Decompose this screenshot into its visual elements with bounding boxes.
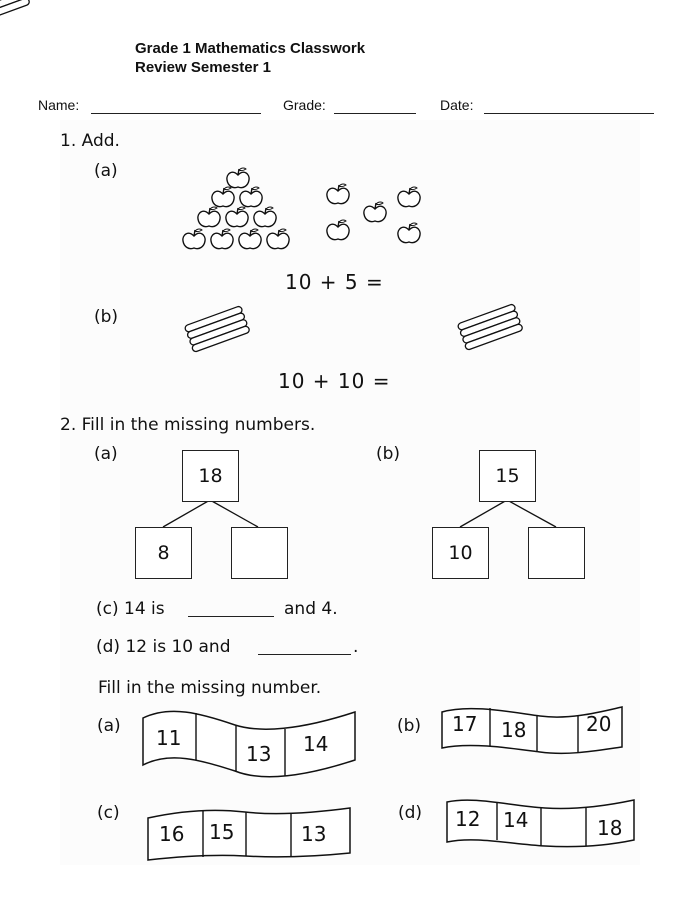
q3b-label: (b) [397,716,422,736]
worksheet-title: Grade 1 Mathematics Classwork [135,40,366,57]
q3d-cell-1: 12 [455,807,481,831]
ten-sticks-bundle-icon [184,306,250,353]
apple-icon [327,184,349,204]
branch-line [507,500,556,527]
q2b-part-box: 10 [432,527,489,579]
q3c-cell-4: 13 [301,822,327,846]
q3d-cell-4: 18 [597,816,623,840]
q3b-cell-4: 20 [586,712,612,736]
branch-line [460,500,507,527]
q3-heading: Fill in the missing number. [98,678,322,698]
apple-icon [254,207,276,227]
apple-icon [226,207,248,227]
branch-line [210,500,258,527]
q3d-cell-2: 14 [503,808,529,832]
q3c-cell-1: 16 [159,822,185,846]
date-label: Date: [440,97,474,113]
branch-line [163,500,210,527]
q2d-text-after: . [353,637,359,657]
q2c-answer-line[interactable] [188,616,274,617]
q1a-equation: 10 + 5 = [285,270,384,294]
q1b-label: (b) [94,307,119,327]
apple-icon [240,187,262,207]
q2c-text-after: and 4. [284,599,338,619]
apple-icon [364,202,386,222]
q2c-text-before: (c) 14 is [96,599,165,619]
apple-icon [183,229,205,249]
worksheet-subtitle: Review Semester 1 [135,59,271,76]
grade-label: Grade: [283,97,326,113]
apple-icon [327,220,349,240]
q2a-label: (a) [94,444,118,464]
q3a-cell-4: 14 [303,732,329,756]
q3d-label: (d) [398,803,423,823]
q2d-text-before: (d) 12 is 10 and [96,637,231,657]
q3b-cell-1: 17 [452,712,478,736]
q3b-cell-2: 18 [501,718,527,742]
apple-icon [398,187,420,207]
q2a-part-box: 8 [135,527,192,579]
q1a-label: (a) [94,161,118,181]
q2a-answer-box[interactable] [231,527,288,579]
q2a-whole-box: 18 [182,450,239,502]
apple-icon [398,223,420,243]
q1b-equation: 10 + 10 = [278,369,391,393]
apple-icon [227,168,249,188]
q3c-cell-2: 15 [209,820,235,844]
q2b-answer-box[interactable] [528,527,585,579]
q3c-label: (c) [97,803,120,823]
name-label: Name: [38,97,80,113]
apple-icon [267,229,289,249]
apple-icon [212,187,234,207]
q3a-cell-1: 11 [156,726,182,750]
q3a-label: (a) [97,716,121,736]
q3a-cell-3: 13 [246,742,272,766]
apple-icon [198,207,220,227]
q2b-whole-box: 15 [479,450,536,502]
q2b-label: (b) [376,444,401,464]
q2d-answer-line[interactable] [258,654,351,655]
q1-heading: 1. Add. [60,131,120,151]
ten-sticks-bundle-icon [457,304,523,351]
q2-heading: 2. Fill in the missing numbers. [60,415,316,435]
apple-icon [211,229,233,249]
apple-icon [239,229,261,249]
